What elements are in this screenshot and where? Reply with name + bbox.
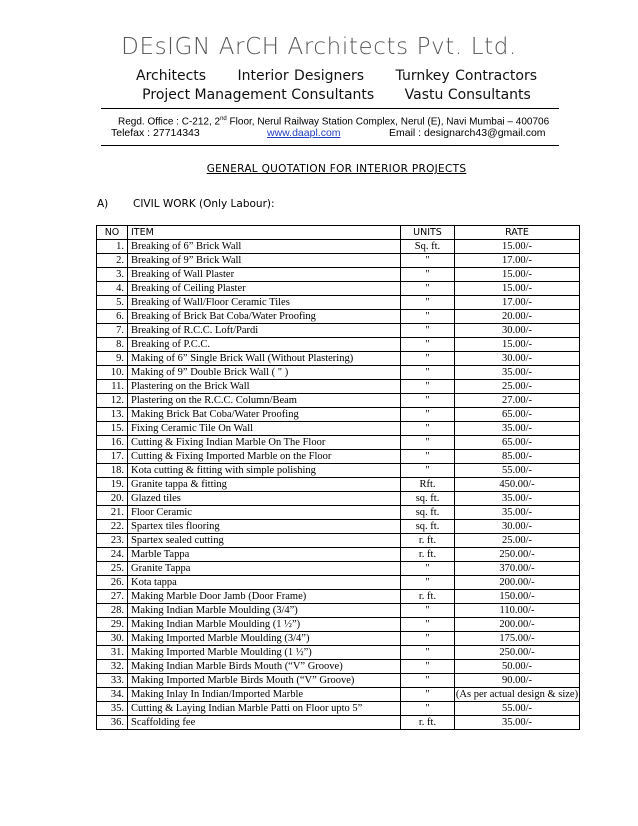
row-number: 8. (97, 338, 128, 352)
row-rate: 20.00/- (455, 310, 580, 324)
table-row (97, 604, 580, 618)
row-item: Kota tappa (128, 576, 401, 590)
email-address: Email : designarch43@gmail.com (389, 127, 546, 139)
row-number: 24. (97, 548, 128, 562)
row-rate: (As per actual design & size) (455, 689, 579, 700)
table-row (97, 324, 580, 338)
row-rate: 370.00/- (455, 562, 580, 576)
table-row (97, 674, 580, 688)
row-item: Making Inlay In Indian/Imported Marble (128, 688, 401, 702)
row-number: 11. (97, 380, 128, 394)
row-item: Breaking of Ceiling Plaster (128, 282, 401, 296)
row-unit: " (401, 646, 455, 660)
row-number: 29. (97, 618, 128, 632)
row-unit: " (401, 268, 455, 282)
row-unit: " (401, 618, 455, 632)
row-item: Breaking of 9” Brick Wall (128, 254, 401, 268)
row-number: 9. (97, 352, 128, 366)
row-unit: " (401, 352, 455, 366)
row-unit: " (401, 338, 455, 352)
table-row (97, 450, 580, 464)
table-row (97, 296, 580, 310)
row-item: Making Imported Marble Birds Mouth (“V” Groove) (128, 674, 401, 688)
row-item: Floor Ceramic (128, 506, 401, 520)
row-number: 21. (97, 506, 128, 520)
row-rate: 15.00/- (455, 268, 580, 282)
row-item: Breaking of P.C.C. (128, 338, 401, 352)
row-rate: 250.00/- (455, 548, 580, 562)
row-item: Making of 6” Single Brick Wall (Without Plastering) (128, 352, 401, 366)
table-row (97, 590, 580, 604)
row-unit: " (401, 422, 455, 436)
table-row (97, 380, 580, 394)
row-unit: " (401, 688, 455, 702)
row-unit: " (401, 464, 455, 478)
row-item: Plastering on the Brick Wall (128, 380, 401, 394)
row-number: 12. (97, 394, 128, 408)
row-number: 23. (97, 534, 128, 548)
row-number: 31. (97, 646, 128, 660)
row-number: 10. (97, 366, 128, 380)
row-unit: r. ft. (401, 716, 455, 730)
table-row (97, 632, 580, 646)
table-row (97, 408, 580, 422)
row-rate: 30.00/- (455, 520, 580, 534)
table-row (97, 548, 580, 562)
row-unit: " (401, 380, 455, 394)
row-rate: 27.00/- (455, 394, 580, 408)
row-unit: " (401, 660, 455, 674)
row-number: 33. (97, 674, 128, 688)
table-row (97, 702, 580, 716)
row-item: Cutting & Laying Indian Marble Patti on Floor upto 5” (128, 702, 401, 716)
row-item: Breaking of Wall/Floor Ceramic Tiles (128, 296, 401, 310)
service-turnkey-contractors: Turnkey Contractors (395, 68, 537, 84)
table-row (97, 478, 580, 492)
column-header-units: UNITS (401, 226, 455, 240)
row-number: 1. (97, 240, 128, 254)
row-item: Breaking of Wall Plaster (128, 268, 401, 282)
row-item: Plastering on the R.C.C. Column/Beam (128, 394, 401, 408)
row-number: 18. (97, 464, 128, 478)
row-unit: r. ft. (401, 548, 455, 562)
table-row (97, 310, 580, 324)
row-number: 26. (97, 576, 128, 590)
row-unit: " (401, 674, 455, 688)
row-number: 16. (97, 436, 128, 450)
row-rate: 35.00/- (455, 366, 580, 380)
row-rate: 30.00/- (455, 352, 580, 366)
row-rate: 15.00/- (455, 338, 580, 352)
row-item: Kota cutting & fitting with simple polishing (128, 464, 401, 478)
row-unit: Sq. ft. (401, 240, 455, 254)
row-rate: 65.00/- (455, 436, 580, 450)
row-rate: 200.00/- (455, 576, 580, 590)
row-rate: 17.00/- (455, 254, 580, 268)
table-row (97, 646, 580, 660)
table-row (97, 268, 580, 282)
row-number: 27. (97, 590, 128, 604)
row-number: 3. (97, 268, 128, 282)
quotation-title: GENERAL QUOTATION FOR INTERIOR PROJECTS (206, 163, 467, 175)
row-rate: 15.00/- (455, 240, 580, 254)
table-row (97, 464, 580, 478)
row-unit: sq. ft. (401, 492, 455, 506)
table-row (97, 436, 580, 450)
row-rate: 450.00/- (455, 478, 580, 492)
row-number: 17. (97, 450, 128, 464)
row-item: Granite Tappa (128, 562, 401, 576)
row-item: Making Indian Marble Moulding (1 ½”) (128, 618, 401, 632)
table-row (97, 492, 580, 506)
row-unit: " (401, 408, 455, 422)
row-unit: Rft. (401, 478, 455, 492)
row-number: 30. (97, 632, 128, 646)
row-item: Making Indian Marble Moulding (3/4”) (128, 604, 401, 618)
header-divider-top (101, 108, 559, 109)
row-unit: " (401, 366, 455, 380)
table-row (97, 520, 580, 534)
table-row (97, 562, 580, 576)
services-line-1 (0, 68, 638, 84)
row-unit: " (401, 450, 455, 464)
table-row (97, 506, 580, 520)
row-item: Spartex sealed cutting (128, 534, 401, 548)
row-unit: r. ft. (401, 590, 455, 604)
row-rate: 35.00/- (455, 716, 580, 730)
table-row (97, 660, 580, 674)
row-unit: " (401, 310, 455, 324)
service-interior-designers: Interior Designers (237, 68, 365, 84)
row-item: Cutting & Fixing Imported Marble on the Floor (128, 450, 401, 464)
row-rate: 25.00/- (455, 534, 580, 548)
row-item: Breaking of 6” Brick Wall (128, 240, 401, 254)
table-row (97, 254, 580, 268)
quotation-table (96, 225, 580, 730)
row-item: Scaffolding fee (128, 716, 401, 730)
row-item: Cutting & Fixing Indian Marble On The Floor (128, 436, 401, 450)
row-number: 2. (97, 254, 128, 268)
row-rate: 35.00/- (455, 422, 580, 436)
service-vastu: Vastu Consultants (404, 87, 531, 103)
row-rate: 55.00/- (455, 464, 580, 478)
row-unit: " (401, 296, 455, 310)
row-item: Making Brick Bat Coba/Water Proofing (128, 408, 401, 422)
row-unit: " (401, 576, 455, 590)
row-item: Making Marble Door Jamb (Door Frame) (128, 590, 401, 604)
row-rate: 35.00/- (455, 506, 580, 520)
table-row (97, 576, 580, 590)
table-row (97, 240, 580, 254)
row-number: 20. (97, 492, 128, 506)
row-number: 6. (97, 310, 128, 324)
row-rate: 15.00/- (455, 282, 580, 296)
row-item: Fixing Ceramic Tile On Wall (128, 422, 401, 436)
row-item: Spartex tiles flooring (128, 520, 401, 534)
column-header-no: NO (97, 226, 128, 240)
row-item: Granite tappa & fitting (128, 478, 401, 492)
row-rate: 35.00/- (455, 492, 580, 506)
row-unit: " (401, 282, 455, 296)
row-number: 5. (97, 296, 128, 310)
header-divider-bottom (101, 145, 559, 146)
row-unit: " (401, 604, 455, 618)
column-header-item: ITEM (128, 226, 401, 240)
row-item: Making of 9” Double Brick Wall ( " ) (128, 366, 401, 380)
row-unit: " (401, 436, 455, 450)
row-rate: 85.00/- (455, 450, 580, 464)
row-rate: 17.00/- (455, 296, 580, 310)
row-unit: " (401, 394, 455, 408)
table-row (97, 618, 580, 632)
row-item: Glazed tiles (128, 492, 401, 506)
row-number: 4. (97, 282, 128, 296)
row-number: 15. (97, 422, 128, 436)
table-row (97, 338, 580, 352)
row-rate: 175.00/- (455, 632, 580, 646)
table-row (97, 716, 580, 730)
row-number: 19. (97, 478, 128, 492)
row-item: Making Imported Marble Moulding (3/4”) (128, 632, 401, 646)
table-row (97, 366, 580, 380)
section-title: CIVIL WORK (Only Labour): (133, 198, 275, 210)
row-number: 32. (97, 660, 128, 674)
table-row (97, 688, 580, 702)
row-item: Marble Tappa (128, 548, 401, 562)
row-rate: 55.00/- (455, 702, 580, 716)
row-item: Making Indian Marble Birds Mouth (“V” Groove) (128, 660, 401, 674)
row-number: 13. (97, 408, 128, 422)
services-line-2 (0, 87, 638, 103)
company-name: DEsIGN ArCH Architects Pvt. Ltd. (121, 34, 517, 60)
row-number: 34. (97, 688, 128, 702)
website-link[interactable]: www.daapl.com (267, 127, 341, 139)
row-rate: 110.00/- (455, 604, 580, 618)
table-header-row (97, 226, 580, 240)
table-row (97, 534, 580, 548)
table-row (97, 352, 580, 366)
row-unit: r. ft. (401, 534, 455, 548)
row-number: 35. (97, 702, 128, 716)
row-number: 22. (97, 520, 128, 534)
row-rate: 25.00/- (455, 380, 580, 394)
column-header-rate: RATE (455, 226, 580, 240)
registered-office: Regd. Office : C-212, 2nd Floor, Nerul Railway Station Complex, Nerul (E), Navi Mumbai – 400706 (118, 116, 550, 128)
service-project-management: Project Management Consultants (142, 87, 375, 103)
row-rate: 30.00/- (455, 324, 580, 338)
row-rate: 50.00/- (455, 660, 580, 674)
row-item: Breaking of Brick Bat Coba/Water Proofing (128, 310, 401, 324)
row-rate: 200.00/- (455, 618, 580, 632)
service-architects: Architects (136, 68, 207, 84)
row-unit: " (401, 562, 455, 576)
row-unit: sq. ft. (401, 506, 455, 520)
row-item: Making Imported Marble Moulding (1 ½”) (128, 646, 401, 660)
row-number: 28. (97, 604, 128, 618)
row-unit: " (401, 324, 455, 338)
table-row (97, 282, 580, 296)
row-unit: " (401, 702, 455, 716)
row-rate: 250.00/- (455, 646, 580, 660)
section-letter: A) (97, 198, 109, 210)
row-number: 36. (97, 716, 128, 730)
row-unit: sq. ft. (401, 520, 455, 534)
row-rate: 65.00/- (455, 408, 580, 422)
telefax: Telefax : 27714343 (111, 127, 200, 139)
table-row (97, 422, 580, 436)
row-item: Breaking of R.C.C. Loft/Pardi (128, 324, 401, 338)
row-rate: 90.00/- (455, 674, 580, 688)
row-unit: " (401, 632, 455, 646)
table-row (97, 394, 580, 408)
row-rate: 150.00/- (455, 590, 580, 604)
row-number: 7. (97, 324, 128, 338)
row-unit: " (401, 254, 455, 268)
row-number: 25. (97, 562, 128, 576)
